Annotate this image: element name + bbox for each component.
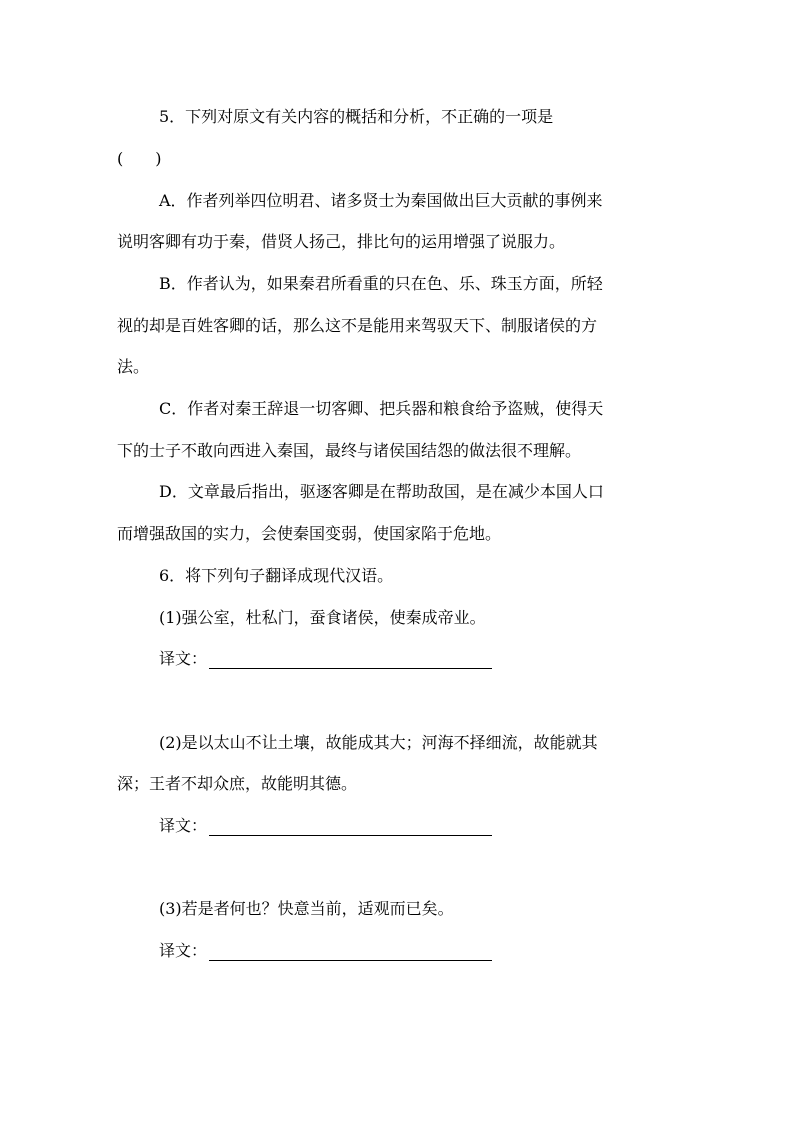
- q6-answer-3: [159, 941, 492, 961]
- q5-option-c-line2: 下的士子不敢向西进入秦国，最终与诸侯国结怨的做法很不理解。: [117, 441, 582, 460]
- q6-sentence-3: (3)若是者何也？快意当前，适观而已矣。: [159, 899, 454, 918]
- q5-option-b-line3: 法。: [117, 357, 150, 376]
- answer-blank-2[interactable]: [209, 817, 492, 836]
- q5-stem-line1: [159, 107, 675, 127]
- answer-blank-3[interactable]: [209, 942, 492, 961]
- q5-option-a-line2: 说明客卿有功于秦，借贤人扬己，排比句的运用增强了说服力。: [117, 232, 566, 251]
- q5-option-b-line2: 视的却是百姓客卿的话，那么这不是能用来驾驭天下、制服诸侯的方: [117, 316, 598, 335]
- q5-option-d-line2: 而增强敌国的实力，会使秦国变弱，使国家陷于危地。: [117, 524, 502, 543]
- q6-answer-2: [159, 816, 492, 836]
- answer-label: 译文：: [159, 816, 208, 835]
- q5-stem-line2: ( ): [117, 149, 162, 168]
- q5-option-b-line1: B．作者认为，如果秦君所看重的只在色、乐、珠玉方面，所轻: [159, 274, 603, 293]
- q5-option-a-line1: A．作者列举四位明君、诸多贤士为秦国做出巨大贡献的事例来: [159, 191, 603, 210]
- q5-option-d-line1: D．文章最后指出，驱逐客卿是在帮助敌国，是在减少本国人口: [159, 482, 604, 501]
- q6-sentence-1: (1)强公室，杜私门，蚕食诸侯，使秦成帝业。: [159, 608, 486, 627]
- answer-blank-1[interactable]: [209, 650, 492, 669]
- q6-sentence-2-line2: 深；王者不却众庶，故能明其德。: [117, 774, 358, 793]
- answer-label: 译文：: [159, 649, 208, 668]
- q5-stem-text: 5．下列对原文有关内容的概括和分析，不正确的一项是: [159, 107, 554, 126]
- q5-option-c-line1: C．作者对秦王辞退一切客卿、把兵器和粮食给予盗贼，使得天: [159, 399, 604, 418]
- q6-answer-1: [159, 649, 492, 669]
- q6-stem: 6．将下列句子翻译成现代汉语。: [159, 566, 394, 585]
- q6-sentence-2-line1: (2)是以太山不让土壤，故能成其大；河海不择细流，故能就其: [159, 733, 598, 752]
- answer-label: 译文：: [159, 941, 208, 960]
